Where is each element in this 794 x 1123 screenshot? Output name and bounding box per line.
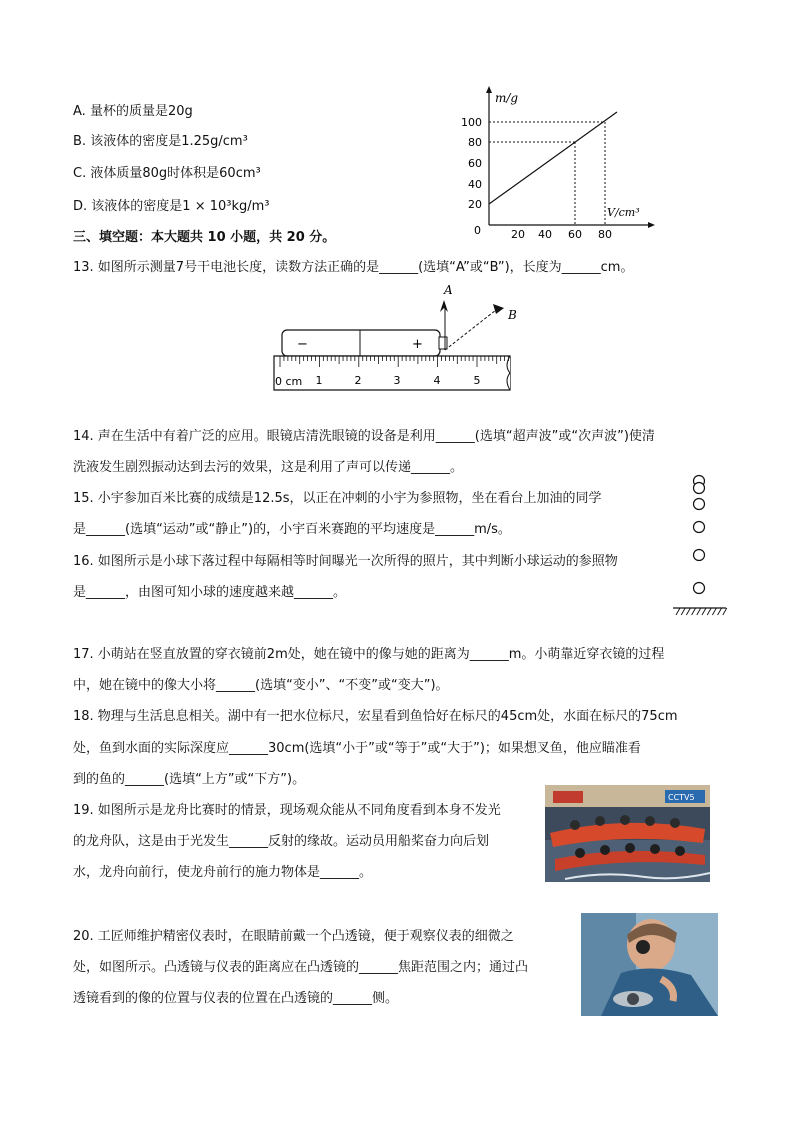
question-16-line-2: 是______，由图可知小球的速度越来越______。 <box>73 585 347 600</box>
x-tick-80: 80 <box>598 228 612 241</box>
hatch-stroke <box>712 608 716 615</box>
battery-plus: + <box>412 337 423 352</box>
question-17-line-2: 中，她在镜中的像大小将______(选填“变小”、“不变”或“变大”)。 <box>73 678 449 693</box>
hatch-stroke <box>718 608 722 615</box>
label-b: B <box>508 308 517 322</box>
battery-minus: − <box>297 337 308 352</box>
ball-3 <box>694 499 705 510</box>
question-19-line-2: 的龙舟队，这是由于光发生______反射的缘故。运动员用船桨奋力向后划 <box>73 834 490 849</box>
ruler-zero-unit: 0 cm <box>275 375 303 388</box>
label-a: A <box>444 284 453 297</box>
hatch-stroke <box>686 608 690 615</box>
option-b <box>73 133 248 151</box>
battery-ruler-figure <box>272 284 532 394</box>
craftsman-illustration <box>581 913 718 1016</box>
sight-line-b <box>445 310 496 350</box>
question-20-line-3: 透镜看到的像的位置与仪表的位置在凸透镜的______侧。 <box>73 991 399 1006</box>
option-b-letter: B. <box>73 134 87 149</box>
question-20-line-1: 20. 工匠师维护精密仪表时，在眼睛前戴一个凸透镜，便于观察仪表的细微之 <box>73 929 514 944</box>
tv-logo: CCTV5 <box>668 793 695 802</box>
y-axis-arrow <box>486 86 492 93</box>
craftsman-photo <box>581 913 718 1016</box>
question-19-line-1: 19. 如图所示是龙舟比赛时的情景，现场观众能从不同角度看到本身不发光 <box>73 803 501 818</box>
hatch-stroke <box>692 608 696 615</box>
y-tick-80: 80 <box>468 136 482 149</box>
ruler-number-4: 4 <box>433 374 441 387</box>
x-tick-20: 20 <box>511 228 525 241</box>
y-tick-20: 20 <box>468 198 482 211</box>
origin-label: 0 <box>474 224 481 237</box>
ground-hatch <box>676 608 727 615</box>
option-b-text: 该液体的密度是1.25g/cm³ <box>90 134 248 149</box>
option-c-letter: C. <box>73 166 87 181</box>
ruler-number-2: 2 <box>354 374 362 387</box>
ball-6 <box>694 583 705 594</box>
falling-ball-figure <box>670 470 732 620</box>
option-c <box>73 165 261 183</box>
option-d <box>73 198 270 216</box>
question-14-line-2: 洗液发生剧烈振动达到去污的效果，这是利用了声可以传递______。 <box>73 460 464 475</box>
mass-volume-line <box>489 112 617 204</box>
option-d-text: 该液体的密度是1 × 10³kg/m³ <box>91 199 270 214</box>
eye-b-icon <box>493 304 504 314</box>
mass-volume-graph <box>455 82 665 242</box>
question-20-line-2: 处，如图所示。凸透镜与仪表的距离应在凸透镜的______焦距范围之内；通过凸 <box>73 960 529 975</box>
x-tick-40: 40 <box>538 228 552 241</box>
x-axis-label: V/cm³ <box>607 206 640 219</box>
battery-terminal <box>439 337 447 349</box>
dragon-boat-photo <box>545 785 710 882</box>
x-axis-arrow <box>648 222 655 228</box>
hatch-stroke <box>697 608 701 615</box>
question-13: 13. 如图所示测量7号干电池长度，读数方法正确的是______(选填“A”或“B”)，长度为______cm。 <box>73 260 634 275</box>
ball-4 <box>694 522 705 533</box>
ball-5 <box>694 550 705 561</box>
question-16-line-1: 16. 如图所示是小球下落过程中每隔相等时间曝光一次所得的照片，其中判断小球运动的参照物 <box>73 554 618 569</box>
option-a-letter: A. <box>73 104 86 119</box>
hatch-stroke <box>676 608 680 615</box>
ball-2 <box>694 483 705 494</box>
question-17-line-1: 17. 小萌站在竖直放置的穿衣镜前2m处，她在镜中的像与她的距离为______m。小萌靠近穿衣镜的过程 <box>73 647 665 662</box>
ruler-number-3: 3 <box>393 374 401 387</box>
y-axis-label: m/g <box>495 91 519 105</box>
ruler-number-1: 1 <box>315 374 323 387</box>
question-18-line-3: 到的鱼的______(选填“上方”或“下方”)。 <box>73 772 306 787</box>
section-title: 三、填空题：本大题共 10 小题，共 20 分。 <box>73 230 336 245</box>
hatch-stroke <box>707 608 711 615</box>
question-15-line-2: 是______(选填“运动”或“静止”)的，小宇百米赛跑的平均速度是______m/s。 <box>73 522 511 537</box>
question-15-line-1: 15. 小宇参加百米比赛的成绩是12.5s，以正在冲刺的小宇为参照物，坐在看台上加油的同学 <box>73 491 602 506</box>
hatch-stroke <box>702 608 706 615</box>
ruler-number-5: 5 <box>473 374 481 387</box>
x-tick-60: 60 <box>568 228 582 241</box>
y-tick-40: 40 <box>468 178 482 191</box>
hatch-stroke <box>681 608 685 615</box>
option-d-letter: D. <box>73 199 88 214</box>
option-c-text: 液体质量80g时体积是60cm³ <box>90 166 261 181</box>
question-14-line-1: 14. 声在生活中有着广泛的应用。眼镜店清洗眼镜的设备是利用______(选填“超声波”或“次声波”)使清 <box>73 429 655 444</box>
question-18-line-1: 18. 物理与生活息息相关。湖中有一把水位标尺，宏星看到鱼恰好在标尺的45cm处，水面在标尺的75cm <box>73 709 678 724</box>
dragon-boat-illustration <box>545 785 710 882</box>
question-19-line-3: 水，龙舟向前行，使龙舟前行的施力物体是______。 <box>73 865 373 880</box>
question-18-line-2: 处，鱼到水面的实际深度应______30cm(选填“小于”或“等于”或“大于”)；如果想叉鱼，他应瞄准看 <box>73 741 641 756</box>
y-tick-100: 100 <box>461 116 482 129</box>
option-a <box>73 103 193 121</box>
y-tick-60: 60 <box>468 157 482 170</box>
hatch-stroke <box>723 608 727 615</box>
option-a-text: 量杯的质量是20g <box>89 104 193 119</box>
eye-a-icon <box>440 300 448 312</box>
